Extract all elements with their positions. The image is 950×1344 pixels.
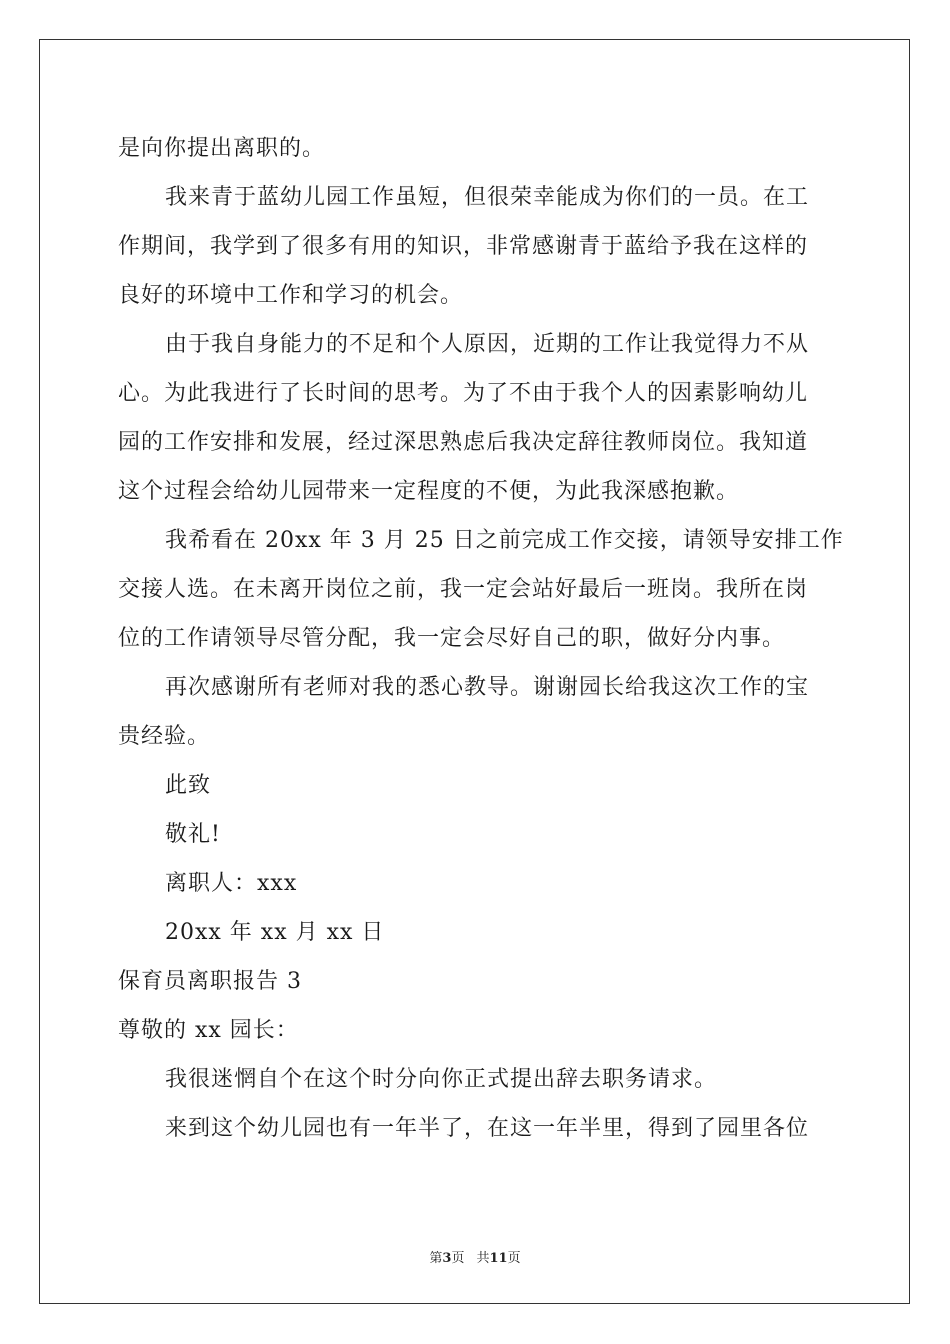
text-line: 再次感谢所有老师对我的悉心教导。谢谢园长给我这次工作的宝: [165, 675, 810, 700]
footer-total-prefix: 共: [476, 1251, 490, 1266]
text-line: 来到这个幼儿园也有一年半了，在这一年半里，得到了园里各位: [165, 1116, 810, 1141]
closing-salutation: 此致: [165, 773, 212, 798]
text-line: 位的工作请领导尽管分配，我一定会尽好自己的职，做好分内事。: [118, 626, 786, 651]
text-line: 良好的环境中工作和学习的机会。: [118, 283, 464, 308]
footer-prefix: 第: [429, 1251, 443, 1266]
text-line: 作期间，我学到了很多有用的知识，非常感谢青于蓝给予我在这样的: [118, 234, 809, 259]
text-line: 这个过程会给幼儿园带来一定程度的不便，为此我深感抱歉。: [118, 479, 740, 504]
footer-total-suffix: 页: [507, 1251, 521, 1266]
text-line: 心。为此我进行了长时间的思考。为了不由于我个人的因素影响幼儿: [118, 381, 809, 406]
page-footer: [0, 1247, 950, 1266]
text-line: 由于我自身能力的不足和个人原因，近期的工作让我觉得力不从: [165, 332, 810, 357]
signature-line: 离职人：xxx: [165, 871, 298, 896]
total-pages-number: 11: [489, 1251, 508, 1266]
text-line: 我希看在 20xx 年 3 月 25 日之前完成工作交接，请领导安排工作: [165, 528, 844, 553]
footer-page-suffix: 页: [451, 1251, 465, 1266]
closing-regards: 敬礼!: [165, 822, 221, 847]
section-title: 保育员离职报告 3: [118, 969, 302, 994]
document-body: [118, 124, 844, 1153]
text-line: 园的工作安排和发展，经过深思熟虑后我决定辞往教师岗位。我知道: [118, 430, 809, 455]
text-line: 是向你提出离职的。: [118, 136, 326, 161]
current-page-number: 3: [442, 1251, 452, 1266]
text-line: 我来青于蓝幼儿园工作虽短，但很荣幸能成为你们的一员。在工: [165, 185, 810, 210]
greeting-line: 尊敬的 xx 园长：: [118, 1018, 299, 1043]
text-line: 交接人选。在未离开岗位之前，我一定会站好最后一班岗。我所在岗: [118, 577, 809, 602]
date-line: 20xx 年 xx 月 xx 日: [165, 920, 385, 945]
text-line: 贵经验。: [118, 724, 211, 749]
text-line: 我很迷惘自个在这个时分向你正式提出辞去职务请求。: [165, 1067, 718, 1092]
